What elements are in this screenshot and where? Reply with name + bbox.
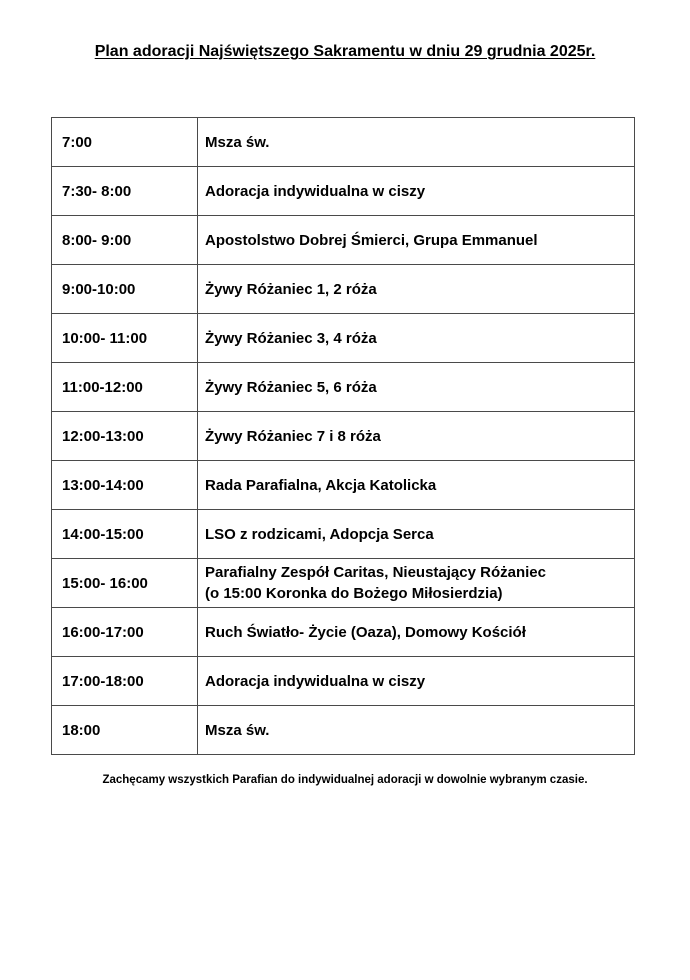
event-cell: [198, 559, 635, 608]
event-line: Parafialny Zespół Caritas, Nieustający Różaniec: [205, 564, 546, 581]
table-row: [52, 412, 635, 461]
schedule-table: [51, 117, 635, 755]
event-cell: Żywy Różaniec 7 i 8 róża: [198, 412, 635, 461]
table-row: [52, 510, 635, 559]
table-row: [52, 559, 635, 608]
event-cell: Żywy Różaniec 5, 6 róża: [198, 363, 635, 412]
table-row: [52, 265, 635, 314]
time-cell: 11:00-12:00: [52, 363, 198, 412]
table-row: [52, 314, 635, 363]
event-cell: Msza św.: [198, 706, 635, 755]
table-row: [52, 657, 635, 706]
table-row: [52, 167, 635, 216]
time-cell: 18:00: [52, 706, 198, 755]
time-cell: 12:00-13:00: [52, 412, 198, 461]
time-cell: 7:30- 8:00: [52, 167, 198, 216]
event-cell: Żywy Różaniec 1, 2 róża: [198, 265, 635, 314]
table-row: [52, 461, 635, 510]
event-cell: Ruch Światło- Życie (Oaza), Domowy Kościół: [198, 608, 635, 657]
time-cell: 14:00-15:00: [52, 510, 198, 559]
event-cell: Adoracja indywidualna w ciszy: [198, 657, 635, 706]
event-cell: Żywy Różaniec 3, 4 róża: [198, 314, 635, 363]
time-cell: 15:00- 16:00: [52, 559, 198, 608]
event-cell: Adoracja indywidualna w ciszy: [198, 167, 635, 216]
time-cell: 9:00-10:00: [52, 265, 198, 314]
event-cell: Msza św.: [198, 118, 635, 167]
table-row: [52, 118, 635, 167]
table-row: [52, 706, 635, 755]
table-row: [52, 363, 635, 412]
time-cell: 17:00-18:00: [52, 657, 198, 706]
event-line-note: (o 15:00 Koronka do Bożego Miłosierdzia): [205, 585, 503, 602]
table-row: [52, 608, 635, 657]
table-row: [52, 216, 635, 265]
page-title: Plan adoracji Najświętszego Sakramentu w dniu 29 grudnia 2025r.: [94, 43, 596, 60]
event-cell: Apostolstwo Dobrej Śmierci, Grupa Emmanuel: [198, 216, 635, 265]
time-cell: 7:00: [52, 118, 198, 167]
time-cell: 10:00- 11:00: [52, 314, 198, 363]
time-cell: 13:00-14:00: [52, 461, 198, 510]
time-cell: 16:00-17:00: [52, 608, 198, 657]
time-cell: 8:00- 9:00: [52, 216, 198, 265]
footer-note: Zachęcamy wszystkich Parafian do indywidualnej adoracji w dowolnie wybranym czasie.: [102, 774, 588, 786]
event-cell: LSO z rodzicami, Adopcja Serca: [198, 510, 635, 559]
event-cell: Rada Parafialna, Akcja Katolicka: [198, 461, 635, 510]
